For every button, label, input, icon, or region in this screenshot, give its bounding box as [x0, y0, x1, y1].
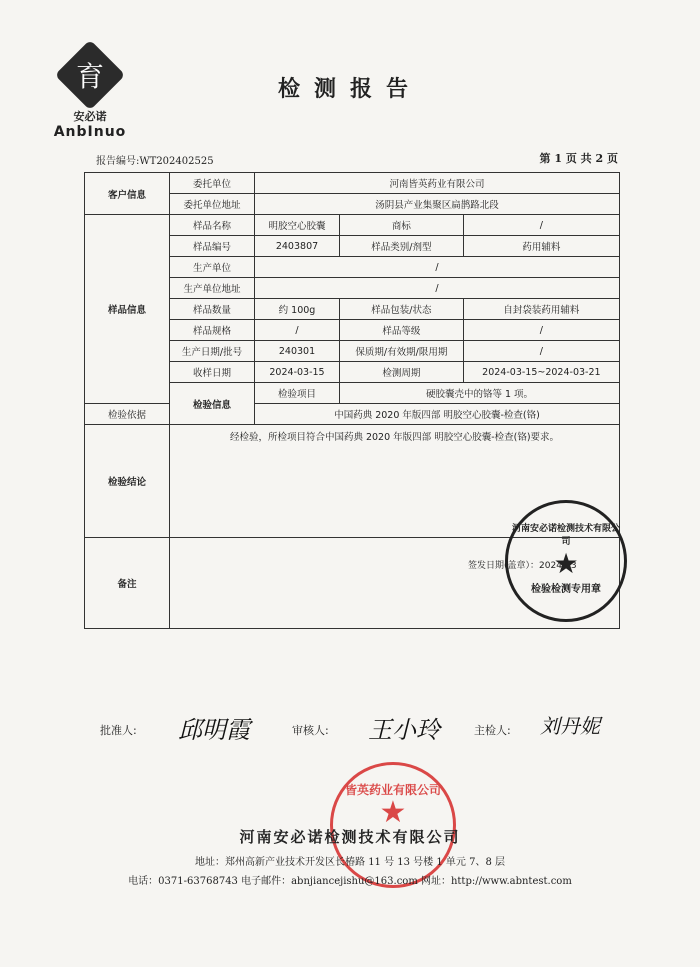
- sample-type-label: 样品类别/剂型: [340, 236, 464, 257]
- maker-addr-value: /: [255, 278, 620, 299]
- seal-bottom-text: 检验检测专用章: [531, 584, 601, 595]
- page-number: 第 1 页 共 2 页: [539, 152, 618, 165]
- pharma-company-seal: [330, 762, 456, 888]
- brand-label: 商标: [340, 215, 464, 236]
- logo-name-en: AnbInuo: [53, 124, 127, 140]
- item-value: 硬胶囊壳中的铬等 1 项。: [340, 383, 620, 404]
- logo-name-cn: 安必诺: [73, 110, 107, 123]
- client-unit-value: 河南皆英药业有限公司: [255, 173, 620, 194]
- brand-value: /: [463, 215, 619, 236]
- pharma-seal-star-icon: ★: [379, 795, 407, 830]
- logo-mark: 育: [55, 40, 126, 111]
- conclusion-section-label: 检验结论: [85, 425, 170, 538]
- spec-label: 样品规格: [170, 320, 255, 341]
- maker-label: 生产单位: [170, 257, 255, 278]
- shelf-value: /: [463, 341, 619, 362]
- conclusion-text: 经检验，所检项目符合中国药典 2020 年版四部 明胶空心胶囊-检查(铬)要求。: [170, 425, 620, 538]
- seal-top-text: 河南安必诺检测技术有限公司: [511, 524, 620, 547]
- inspection-seal: [505, 500, 627, 622]
- approver-signature: 邱明霞: [178, 716, 250, 744]
- report-number: 报告编号:WT202402525: [96, 156, 214, 167]
- qty-value: 约 100g: [255, 299, 340, 320]
- basis-label: 检验依据: [85, 404, 170, 425]
- pack-value: 自封袋装药用辅料: [463, 299, 619, 320]
- pack-label: 样品包装/状态: [340, 299, 464, 320]
- inspector-signature: 刘丹妮: [540, 714, 600, 738]
- period-label: 检测周期: [340, 362, 464, 383]
- period-value: 2024-03-15~2024-03-21: [463, 362, 619, 383]
- sample-no-value: 2403807: [255, 236, 340, 257]
- approver-label: 批准人:: [100, 724, 137, 737]
- inspection-section-label: 检验信息: [170, 383, 255, 425]
- basis-value: 中国药典 2020 年版四部 明胶空心胶囊-检查(铬): [255, 404, 620, 425]
- footer-company: 河南安必诺检测技术有限公司: [239, 828, 461, 846]
- grade-value: /: [463, 320, 619, 341]
- sample-section-label: 样品信息: [85, 215, 170, 404]
- sign-date: 签发日期(盖章）：2024-03: [468, 561, 577, 571]
- sample-type-value: 药用辅料: [463, 236, 619, 257]
- client-addr-label: 委托单位地址: [170, 194, 255, 215]
- grade-label: 样品等级: [340, 320, 464, 341]
- client-unit-label: 委托单位: [170, 173, 255, 194]
- prod-date-value: 240301: [255, 341, 340, 362]
- recv-date-label: 收样日期: [170, 362, 255, 383]
- footer-contact: 电话：0371-63768743 电子邮件：abnjiancejishu@163.com 网址：http://www.abntest.com: [128, 876, 572, 887]
- client-addr-value: 汤阴县产业集聚区扁鹊路北段: [255, 194, 620, 215]
- inspector-label: 主检人:: [474, 724, 511, 737]
- pharma-seal-text: 皆英药业有限公司: [344, 783, 441, 797]
- footer-address: 地址：郑州高新产业技术开发区长椿路 11 号 13 号楼 1 单元 7、8 层: [195, 857, 505, 868]
- seal-star-icon: ★: [553, 547, 579, 580]
- maker-addr-label: 生产单位地址: [170, 278, 255, 299]
- item-label: 检验项目: [255, 383, 340, 404]
- document-title: 检测报告: [277, 76, 422, 102]
- shelf-label: 保质期/有效期/限用期: [340, 341, 464, 362]
- remarks-section-label: 备注: [85, 538, 170, 629]
- qty-label: 样品数量: [170, 299, 255, 320]
- sample-name-label: 样品名称: [170, 215, 255, 236]
- prod-date-label: 生产日期/批号: [170, 341, 255, 362]
- sample-name-value: 明胶空心胶囊: [255, 215, 340, 236]
- maker-value: /: [255, 257, 620, 278]
- client-section-label: 客户信息: [85, 173, 170, 215]
- spec-value: /: [255, 320, 340, 341]
- sample-no-label: 样品编号: [170, 236, 255, 257]
- recv-date-value: 2024-03-15: [255, 362, 340, 383]
- reviewer-label: 审核人:: [292, 724, 329, 737]
- reviewer-signature: 王小玲: [368, 716, 440, 744]
